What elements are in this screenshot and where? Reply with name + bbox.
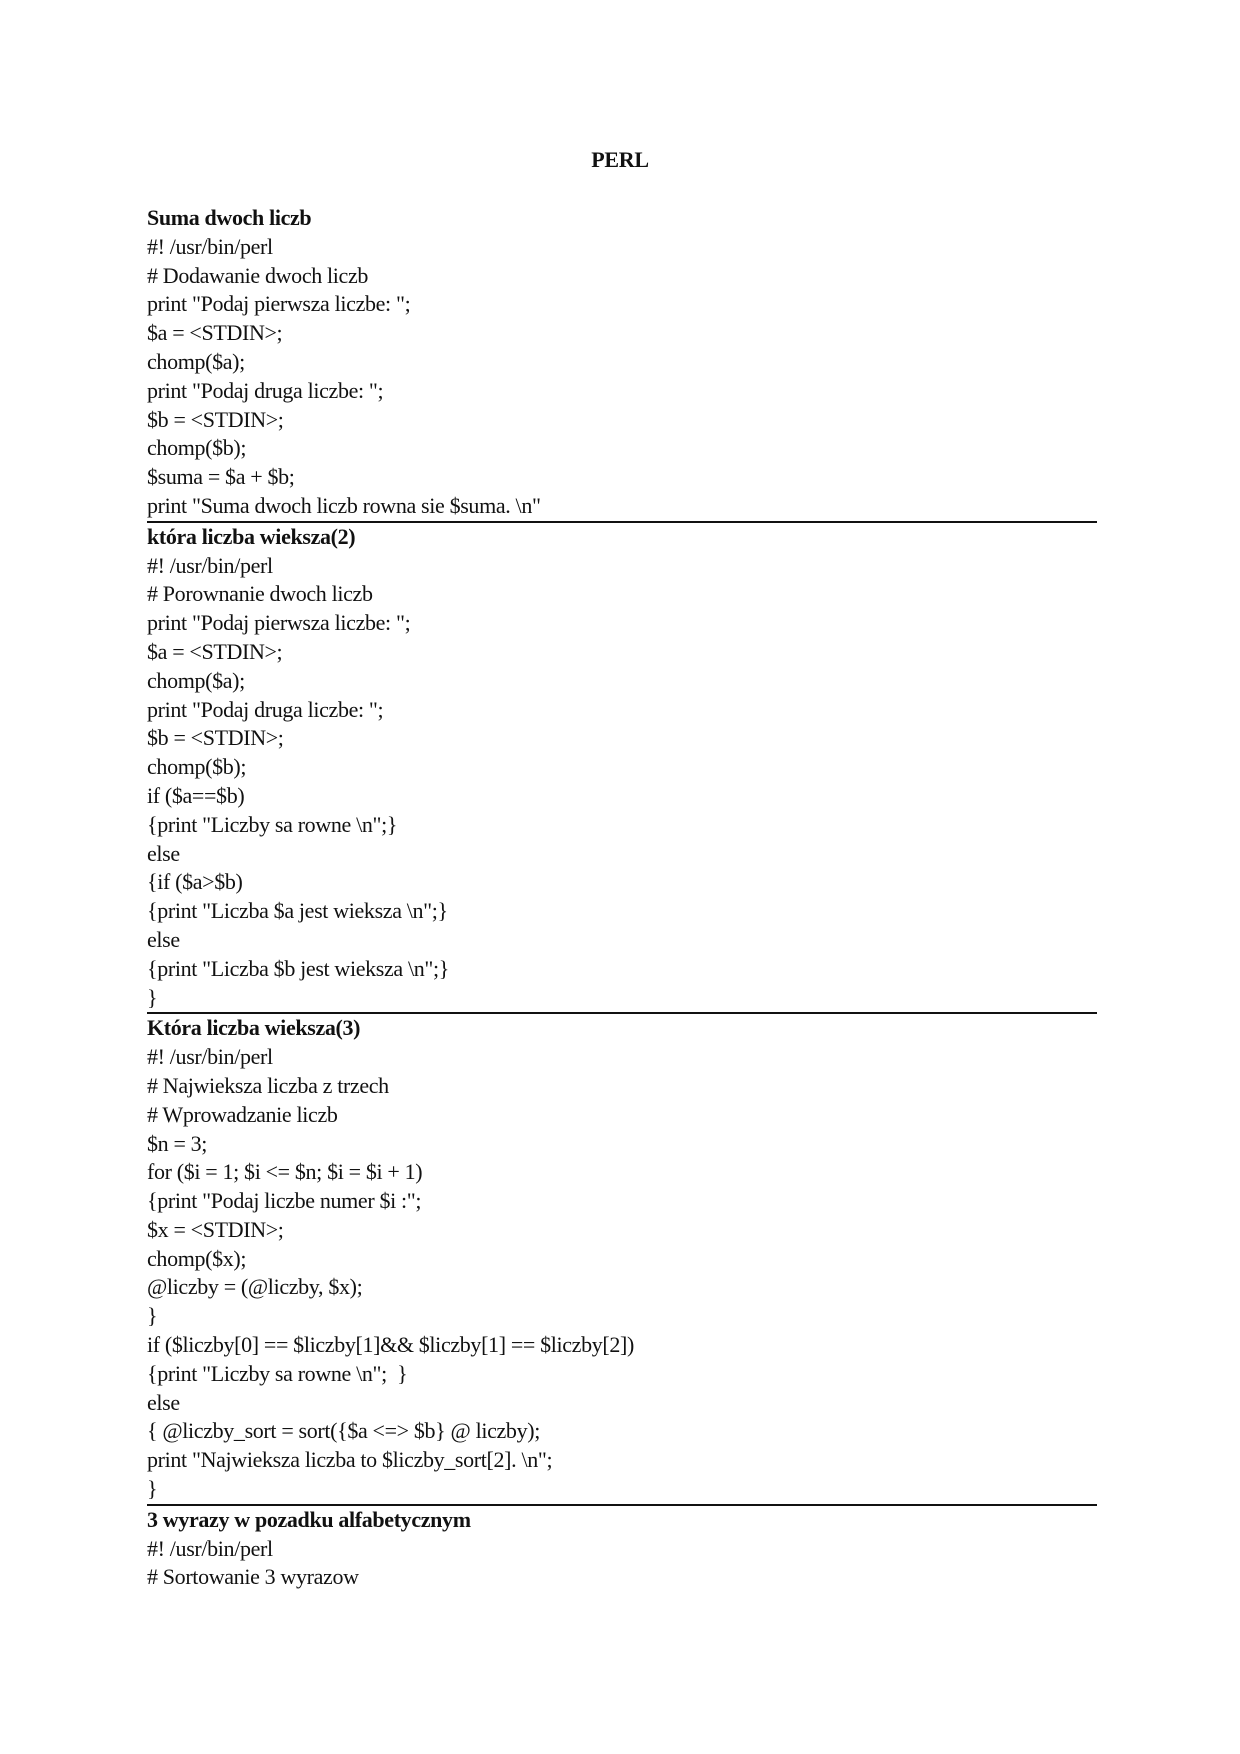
code-line: print "Suma dwoch liczb rowna sie $suma. \n" (147, 492, 541, 518)
code-line: $suma = $a + $b; (147, 464, 295, 490)
code-line: { @liczby_sort = sort({$a <=> $b} @ liczby); (147, 1418, 540, 1444)
code-line: if ($a==$b) (147, 782, 245, 808)
section-ktora-liczba-wieksza-2 (147, 521, 1097, 1013)
code-line: chomp($a); (147, 667, 245, 693)
code-line: } (147, 1476, 158, 1502)
code-line: # Porownanie dwoch liczb (147, 581, 373, 607)
code-line: } (147, 984, 158, 1010)
section-suma-dwoch-liczb (147, 204, 1097, 521)
section-heading: która liczba wieksza(2) (147, 523, 356, 549)
code-line: $x = <STDIN>; (147, 1216, 284, 1242)
code-line: chomp($b); (147, 754, 247, 780)
code-line: for ($i = 1; $i <= $n; $i = $i + 1) (147, 1159, 423, 1185)
section-heading: Suma dwoch liczb (147, 205, 312, 230)
code-line: # Dodawanie dwoch liczb (147, 262, 369, 288)
code-line: else (147, 840, 180, 866)
code-line: {print "Liczby sa rowne \n"; } (147, 1360, 408, 1386)
code-line: $b = <STDIN>; (147, 406, 284, 432)
code-line: # Sortowanie 3 wyrazow (147, 1564, 359, 1590)
code-line: {print "Liczba $a jest wieksza \n";} (147, 898, 448, 924)
code-line: chomp($x); (147, 1245, 247, 1271)
code-line: } (147, 1303, 158, 1329)
code-line: {print "Podaj liczbe numer $i :"; (147, 1188, 422, 1214)
code-line: {print "Liczby sa rowne \n";} (147, 811, 398, 837)
section-heading: Która liczba wieksza(3) (147, 1015, 361, 1041)
code-line: else (147, 926, 180, 952)
page-title: PERL (591, 147, 649, 172)
code-line: $b = <STDIN>; (147, 725, 284, 751)
code-line: chomp($a); (147, 348, 245, 374)
code-line: print "Podaj druga liczbe: "; (147, 377, 384, 403)
section-ktora-liczba-wieksza-3 (147, 1012, 1097, 1504)
code-line: $a = <STDIN>; (147, 320, 283, 346)
code-line: else (147, 1389, 180, 1415)
section-heading: 3 wyrazy w pozadku alfabetycznym (147, 1506, 471, 1532)
code-line: # Wprowadzanie liczb (147, 1101, 338, 1127)
code-line: #! /usr/bin/perl (147, 1044, 273, 1070)
code-line: print "Podaj pierwsza liczbe: "; (147, 610, 411, 636)
code-line: #! /usr/bin/perl (147, 233, 273, 259)
code-line: @liczby = (@liczby, $x); (147, 1274, 363, 1300)
code-line: chomp($b); (147, 435, 247, 461)
code-line: #! /usr/bin/perl (147, 552, 273, 578)
code-line: # Najwieksza liczba z trzech (147, 1072, 389, 1098)
code-line: {print "Liczba $b jest wieksza \n";} (147, 955, 450, 981)
section-3-wyrazy (147, 1504, 1097, 1592)
code-line: $a = <STDIN>; (147, 638, 283, 664)
code-line: if ($liczby[0] == $liczby[1]&& $liczby[1] == $liczby[2]) (147, 1332, 634, 1358)
code-line: {if ($a>$b) (147, 869, 243, 895)
code-line: print "Najwieksza liczba to $liczby_sort[2]. \n"; (147, 1447, 553, 1473)
code-line: $n = 3; (147, 1130, 208, 1156)
code-line: #! /usr/bin/perl (147, 1535, 273, 1561)
code-line: print "Podaj druga liczbe: "; (147, 696, 384, 722)
code-line: print "Podaj pierwsza liczbe: "; (147, 291, 411, 317)
document-content (147, 204, 1097, 1592)
